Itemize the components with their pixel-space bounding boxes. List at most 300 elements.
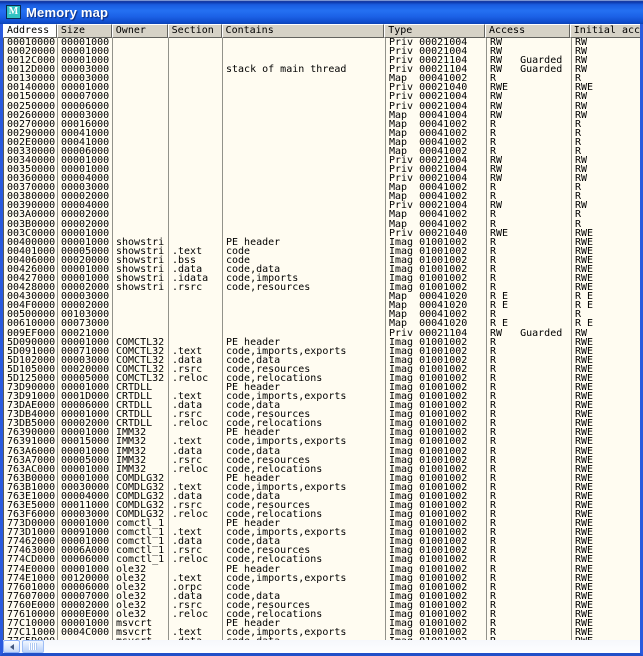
cell-init: RWE [575, 472, 594, 484]
cell-init: RWE [575, 418, 594, 430]
cell-addr: 77610000 [4, 610, 58, 619]
cell-sect [169, 47, 223, 56]
cell-cont [223, 310, 386, 319]
cell-sect [169, 301, 223, 310]
cell-owner [113, 129, 169, 138]
cell-cont: code,resources [223, 601, 386, 610]
cell-size: 00006000 [58, 401, 113, 410]
cell-owner [113, 310, 169, 319]
cell-sect [169, 292, 223, 301]
cell-addr: 763A7000 [4, 456, 58, 465]
cell-owner: CRTDLL [113, 392, 169, 401]
cell-addr: 763A6000 [4, 447, 58, 456]
cell-owner: COMDLG32 [113, 492, 169, 501]
cell-size: 00001000 [58, 274, 113, 283]
cell-sect [169, 38, 223, 47]
cell-acc: RWE [487, 83, 572, 92]
cell-sect [169, 129, 223, 138]
cell-owner [113, 174, 169, 183]
cell-owner [113, 165, 169, 174]
cell-size: 00001000 [58, 83, 113, 92]
cell-sect [169, 165, 223, 174]
scrollbar-grip-icon [29, 643, 37, 650]
cell-type: Priv 00021104 [386, 65, 487, 74]
cell-acc: R [487, 356, 572, 365]
cell-acc: R [487, 537, 572, 546]
cell-cont: code [223, 583, 386, 592]
cell-type: Imag 01001002 [386, 437, 487, 446]
cell-init: RWE [575, 554, 594, 566]
cell-sect: .data [169, 401, 223, 410]
cell-acc: R [487, 492, 572, 501]
cell-addr: 5D105000 [4, 365, 58, 374]
column-header-type[interactable]: Type [384, 24, 485, 38]
cell-owner: ole32 [113, 592, 169, 601]
cell-type: Map 00041002 [386, 74, 487, 83]
cell-cont: code,relocations [223, 510, 386, 519]
cell-cont [223, 192, 386, 201]
cell-owner [113, 38, 169, 47]
cell-cont: code,imports,exports [223, 483, 386, 492]
cell-sect [169, 74, 223, 83]
cell-addr: 00610000 [4, 319, 58, 328]
cell-size: 00002000 [58, 220, 113, 229]
cell-owner: COMCTL32 [113, 347, 169, 356]
cell-addr: 00428000 [4, 283, 58, 292]
cell-type: Imag 01001002 [386, 447, 487, 456]
cell-cont: PE header [223, 338, 386, 347]
cell-owner [113, 183, 169, 192]
cell-sect [169, 102, 223, 111]
memory-map-row[interactable] [4, 628, 640, 637]
cell-addr: 00330000 [4, 147, 58, 156]
cell-init: RWE [575, 391, 594, 403]
cell-cont: code,relocations [223, 465, 386, 474]
cell-acc: RW [487, 156, 572, 165]
cell-init: RWE [575, 354, 594, 366]
cell-addr: 73D90000 [4, 383, 58, 392]
cell-type: Imag 01001002 [386, 510, 487, 519]
cell-init: RWE [575, 608, 594, 620]
cell-type: Imag 01001002 [386, 265, 487, 274]
column-header-sect[interactable]: Section [168, 24, 222, 38]
cell-type: Imag 01001002 [386, 565, 487, 574]
cell-init: RWE [575, 481, 594, 493]
cell-size: 0001D000 [58, 392, 113, 401]
cell-acc: R [487, 392, 572, 401]
cell-sect: .data [169, 265, 223, 274]
cell-owner [113, 192, 169, 201]
cell-type: Map 00041004 [386, 111, 487, 120]
cell-sect [169, 56, 223, 65]
cell-acc: R [487, 374, 572, 383]
cell-acc: R [487, 183, 572, 192]
cell-owner: COMCTL32 [113, 365, 169, 374]
cell-addr: 00250000 [4, 102, 58, 111]
cell-owner: showstri [113, 238, 169, 247]
cell-type: Map 00041002 [386, 192, 487, 201]
cell-acc: RW [487, 201, 572, 210]
cell-owner: showstri [113, 283, 169, 292]
cell-acc: R [487, 510, 572, 519]
title-bar[interactable] [0, 0, 643, 24]
cell-owner: CRTDLL [113, 419, 169, 428]
cell-addr: 00400000 [4, 238, 58, 247]
cell-cont: code,resources [223, 456, 386, 465]
cell-acc: R [487, 592, 572, 601]
cell-size: 00005000 [58, 374, 113, 383]
cell-size: 00003000 [58, 65, 113, 74]
cell-init: RWE [575, 518, 594, 530]
cell-addr: 763AC000 [4, 465, 58, 474]
cell-acc: R [487, 238, 572, 247]
column-header-acc[interactable]: Access [485, 24, 570, 38]
cell-init: RW [575, 164, 588, 176]
cell-type: Map 00041020 [386, 301, 487, 310]
cell-size: 00030000 [58, 483, 113, 492]
cell-init: RWE [575, 273, 594, 285]
cell-acc: R [487, 501, 572, 510]
cell-acc: R [487, 583, 572, 592]
cell-cont: code,data [223, 537, 386, 546]
cell-sect: .reloc [169, 510, 223, 519]
cell-acc: RW [487, 38, 572, 47]
cell-size: 00002000 [58, 283, 113, 292]
cell-size: 00005000 [58, 247, 113, 256]
cell-size: 00001000 [58, 156, 113, 165]
cell-cont: code,data [223, 356, 386, 365]
cell-sect: .rsrc [169, 501, 223, 510]
cell-cont: PE header [223, 238, 386, 247]
cell-type: Map 00041002 [386, 220, 487, 229]
cell-sect: .data [169, 356, 223, 365]
cell-init: RWE [575, 463, 594, 475]
cell-owner: COMCTL32 [113, 374, 169, 383]
cell-addr: 00370000 [4, 183, 58, 192]
cell-owner [113, 156, 169, 165]
cell-acc: R [487, 192, 572, 201]
cell-type: Imag 01001002 [386, 456, 487, 465]
cell-owner: COMDLG32 [113, 501, 169, 510]
cell-owner [113, 74, 169, 83]
cell-acc: R E [487, 301, 572, 310]
cell-owner [113, 319, 169, 328]
cell-addr: 00426000 [4, 265, 58, 274]
cell-size: 00007000 [58, 592, 113, 601]
cell-cont [223, 92, 386, 101]
horizontal-scrollbar[interactable] [3, 640, 640, 653]
cell-size: 00002000 [58, 210, 113, 219]
cell-type: Imag 01001002 [386, 474, 487, 483]
cell-type: Map 00041002 [386, 120, 487, 129]
cell-size: 00021000 [58, 329, 113, 338]
cell-addr: 774E1000 [4, 574, 58, 583]
cell-addr: 002E0000 [4, 138, 58, 147]
cell-owner: msvcrt [113, 619, 169, 628]
cell-init: R E [575, 300, 594, 312]
cell-addr: 00380000 [4, 192, 58, 201]
column-header-size[interactable]: Size [57, 24, 112, 38]
cell-size: 00001000 [58, 565, 113, 574]
cell-cont: PE header [223, 474, 386, 483]
cell-acc: RW Guarded [487, 329, 572, 338]
cell-type: Map 00041002 [386, 310, 487, 319]
cell-init: RW [575, 46, 588, 58]
cell-addr: 5D090000 [4, 338, 58, 347]
cell-cont: code,imports,exports [223, 528, 386, 537]
cell-size: 00005000 [58, 456, 113, 465]
cell-init: RWE [575, 436, 594, 448]
cell-addr: 763B0000 [4, 474, 58, 483]
cell-init: RWE [575, 400, 594, 412]
cell-init: RWE [575, 282, 594, 294]
cell-type: Imag 01001002 [386, 601, 487, 610]
cell-size: 00020000 [58, 256, 113, 265]
column-header-addr[interactable]: Address [3, 24, 57, 38]
cell-sect: .idata [169, 274, 223, 283]
cell-addr: 00020000 [4, 47, 58, 56]
cell-init: R [575, 182, 582, 194]
cell-acc: R E [487, 319, 572, 328]
cell-size: 00003000 [58, 356, 113, 365]
cell-size: 00006000 [58, 583, 113, 592]
cell-init: RW [575, 109, 588, 121]
cell-init: R [575, 218, 582, 230]
cell-sect [169, 174, 223, 183]
cell-type: Priv 00021004 [386, 47, 487, 56]
cell-cont [223, 210, 386, 219]
cell-owner: ole32 [113, 601, 169, 610]
memory-map-table [3, 38, 640, 640]
cell-addr: 774CD000 [4, 555, 58, 564]
cell-addr: 00350000 [4, 165, 58, 174]
cell-init: RWE [575, 599, 594, 611]
cell-cont: PE header [223, 519, 386, 528]
cell-init: RWE [575, 572, 594, 584]
cell-addr: 00150000 [4, 92, 58, 101]
cell-owner: showstri [113, 256, 169, 265]
cell-size: 00016000 [58, 120, 113, 129]
cell-type: Map 00041002 [386, 129, 487, 138]
cell-size: 00001000 [58, 537, 113, 546]
cell-owner [113, 65, 169, 74]
cell-size: 00001000 [58, 265, 113, 274]
cell-init: RWE [575, 427, 594, 439]
cell-acc: R [487, 456, 572, 465]
cell-addr: 003A0000 [4, 210, 58, 219]
cell-addr: 763F6000 [4, 510, 58, 519]
cell-type: Imag 01001002 [386, 592, 487, 601]
column-header-row [3, 24, 640, 38]
cell-owner: showstri [113, 274, 169, 283]
cell-type: Imag 01001002 [386, 583, 487, 592]
cell-cont: stack of main thread [223, 65, 386, 74]
cell-owner: ole32 [113, 565, 169, 574]
cell-init: R [575, 145, 582, 157]
cell-addr: 77463000 [4, 546, 58, 555]
cell-owner: comctl_1 [113, 555, 169, 564]
cell-type: Priv 00021040 [386, 83, 487, 92]
cell-addr: 00290000 [4, 129, 58, 138]
cell-sect: .data [169, 537, 223, 546]
cell-size: 00041000 [58, 138, 113, 147]
cell-owner [113, 301, 169, 310]
cell-sect [169, 65, 223, 74]
cell-cont [223, 292, 386, 301]
cell-size: 00103000 [58, 310, 113, 319]
cell-acc: R [487, 474, 572, 483]
cell-acc: R [487, 220, 572, 229]
cell-init: RWE [575, 245, 594, 257]
cell-cont: code,resources [223, 283, 386, 292]
cell-owner: COMDLG32 [113, 483, 169, 492]
cell-addr: 77607000 [4, 592, 58, 601]
cell-acc: R [487, 483, 572, 492]
cell-cont: code,relocations [223, 555, 386, 564]
cell-init: RW [575, 200, 588, 212]
cell-init: RW [575, 55, 588, 67]
cell-owner: comctl_1 [113, 519, 169, 528]
cell-type: Map 00041002 [386, 210, 487, 219]
cell-cont: code,imports,exports [223, 574, 386, 583]
cell-size: 00001000 [58, 238, 113, 247]
cell-type: Imag 01001002 [386, 365, 487, 374]
cell-sect [169, 310, 223, 319]
cell-init: RWE [575, 581, 594, 593]
cell-cont: code,data [223, 265, 386, 274]
cell-sect [169, 319, 223, 328]
cell-sect: .text [169, 483, 223, 492]
cell-owner [113, 47, 169, 56]
cell-size: 00004000 [58, 174, 113, 183]
cell-init: RW [575, 64, 588, 76]
cell-acc: RW [487, 47, 572, 56]
cell-acc: R [487, 419, 572, 428]
cell-init: R [575, 118, 582, 130]
cell-init: RWE [575, 363, 594, 375]
cell-addr: 00406000 [4, 256, 58, 265]
cell-addr: 5D125000 [4, 374, 58, 383]
cell-size: 00073000 [58, 319, 113, 328]
cell-acc: RW Guarded [487, 56, 572, 65]
cell-size: 00001000 [58, 338, 113, 347]
cell-sect [169, 156, 223, 165]
cell-type: Imag 01001002 [386, 428, 487, 437]
column-header-owner[interactable]: Owner [112, 24, 168, 38]
cell-init: RW [575, 91, 588, 103]
cell-sect: .text [169, 347, 223, 356]
cell-init: RWE [575, 499, 594, 511]
cell-sect [169, 192, 223, 201]
scroll-left-button[interactable] [3, 640, 20, 653]
column-header-init[interactable]: Initial acc [570, 24, 640, 38]
cell-sect: .reloc [169, 374, 223, 383]
cell-sect: .text [169, 437, 223, 446]
cell-init: RWE [575, 527, 594, 539]
column-header-cont[interactable]: Contains [222, 24, 385, 38]
cell-owner [113, 138, 169, 147]
cell-owner: IMM32 [113, 456, 169, 465]
cell-init: RW [575, 173, 588, 185]
cell-cont [223, 319, 386, 328]
cell-size: 00001000 [58, 47, 113, 56]
cell-sect [169, 83, 223, 92]
cell-acc: RW [487, 92, 572, 101]
cell-size: 00001000 [58, 410, 113, 419]
cell-sect: .orpc [169, 583, 223, 592]
cell-owner: ole32 [113, 583, 169, 592]
cell-cont [223, 120, 386, 129]
cell-cont: code [223, 247, 386, 256]
cell-addr: 7760E000 [4, 601, 58, 610]
cell-sect: .reloc [169, 610, 223, 619]
memory-map-icon[interactable]: M [6, 5, 21, 19]
cell-owner [113, 92, 169, 101]
cell-acc: RW [487, 165, 572, 174]
cell-addr: 004F0000 [4, 301, 58, 310]
cell-addr: 73D91000 [4, 392, 58, 401]
cell-cont [223, 38, 386, 47]
cell-acc: R [487, 610, 572, 619]
cell-cont: code,relocations [223, 374, 386, 383]
cell-size: 00001000 [58, 428, 113, 437]
scrollbar-thumb[interactable] [22, 640, 44, 653]
cell-owner [113, 120, 169, 129]
cell-size: 00003000 [58, 510, 113, 519]
cell-addr: 73DB4000 [4, 410, 58, 419]
cell-size: 00071000 [58, 347, 113, 356]
cell-acc: R [487, 555, 572, 564]
cell-type: Imag 01001002 [386, 610, 487, 619]
cell-acc: RW Guarded [487, 65, 572, 74]
cell-sect: .rsrc [169, 601, 223, 610]
cell-addr: 763E1000 [4, 492, 58, 501]
cell-type: Priv 00021004 [386, 38, 487, 47]
cell-type: Map 00041020 [386, 292, 487, 301]
scrollbar-track[interactable] [44, 640, 640, 653]
cell-type: Imag 01001002 [386, 347, 487, 356]
cell-acc: R [487, 120, 572, 129]
cell-init: RWE [575, 490, 594, 502]
cell-addr: 00427000 [4, 274, 58, 283]
cell-size: 00003000 [58, 183, 113, 192]
cell-type: Imag 01001002 [386, 546, 487, 555]
cell-owner: COMDLG32 [113, 510, 169, 519]
cell-addr: 0012D000 [4, 65, 58, 74]
cell-type: Imag 01001002 [386, 374, 487, 383]
cell-sect: .rsrc [169, 365, 223, 374]
cell-size: 0004C000 [58, 628, 113, 637]
cell-size: 00120000 [58, 574, 113, 583]
cell-type: Imag 01001002 [386, 483, 487, 492]
cell-sect: .data [169, 592, 223, 601]
cell-size: 00001000 [58, 519, 113, 528]
cell-addr: 73DAE000 [4, 401, 58, 410]
cell-type: Priv 00021104 [386, 56, 487, 65]
cell-addr: 00390000 [4, 201, 58, 210]
cell-type: Imag 01001002 [386, 501, 487, 510]
cell-sect [169, 201, 223, 210]
cell-addr: 003C0000 [4, 229, 58, 238]
cell-addr: 00500000 [4, 310, 58, 319]
cell-init: RWE [575, 590, 594, 602]
cell-size: 00001000 [58, 619, 113, 628]
cell-owner [113, 111, 169, 120]
cell-acc: R [487, 628, 572, 637]
cell-cont [223, 183, 386, 192]
cell-addr: 00010000 [4, 38, 58, 47]
cell-addr: 763E5000 [4, 501, 58, 510]
